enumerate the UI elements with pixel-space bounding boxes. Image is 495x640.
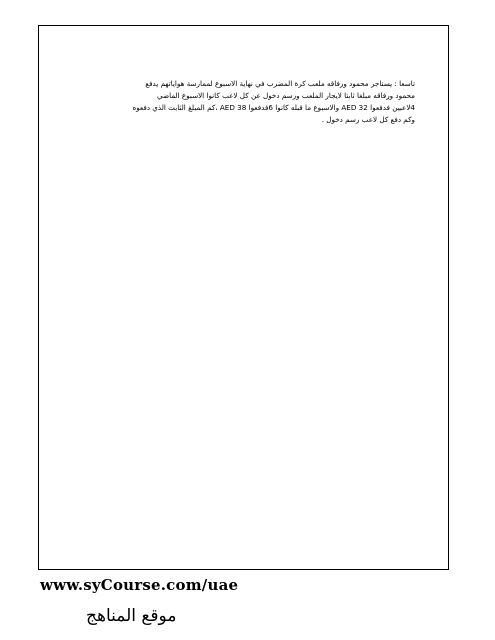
problem-line-4: وكم دفع كل لاعب رسم دخول .: [321, 115, 415, 124]
footer-url[interactable]: www.syCourse.com/uae: [40, 576, 239, 594]
problem-line-3: 4لاعبين فدفعوا AED 32 والاسبوع ما قبله كانوا 6فدفعوا AED 38 ،كم المبلغ الثابت الذي دفعوه: [132, 103, 415, 112]
problem-text: [60, 78, 415, 126]
footer-site-name: موقع المناهج: [86, 606, 177, 626]
problem-line-1: تاسعا : يستاجر محمود ورفاقه ملعب كرة المضرب في نهاية الاسبوع لممارسة هواياتهم يدفع: [145, 79, 415, 88]
problem-line-2: محمود ورفاقه مبلغا ثابتا لايجار الملعب ورسم دخول عن كل لاعب كانوا الاسبوع الماضي: [156, 91, 415, 100]
